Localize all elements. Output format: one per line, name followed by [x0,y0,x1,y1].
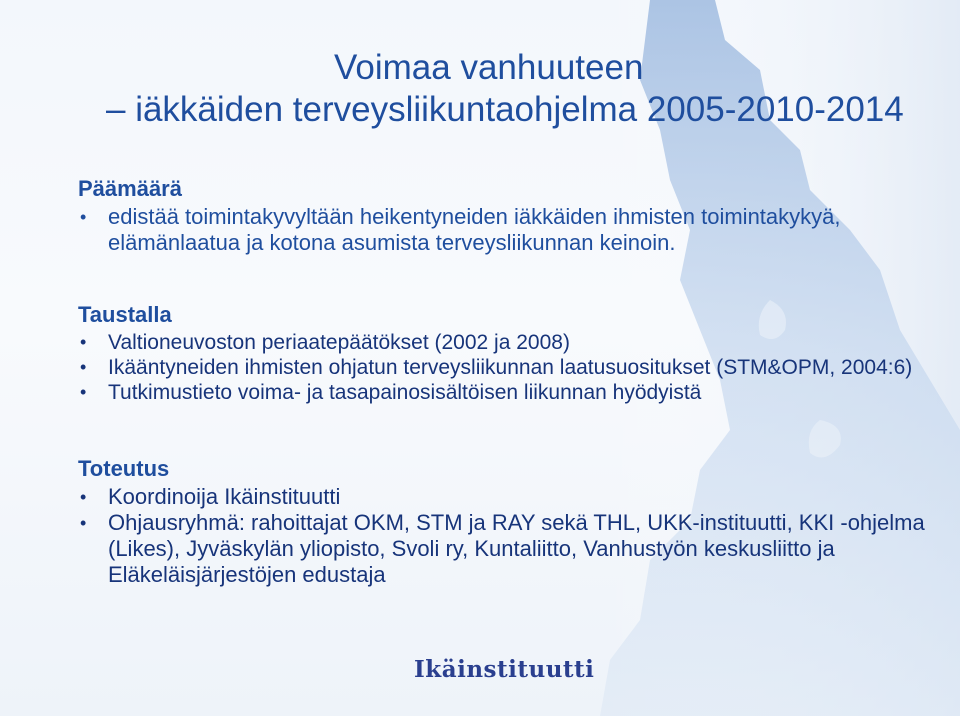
title-line-1: Voimaa vanhuuteen [334,48,644,87]
section-heading: Päämäärä [78,176,182,201]
bullet-icon: • [80,357,87,377]
list-item [78,380,938,405]
list-item-text: Ohjausryhmä: rahoittajat OKM, STM ja RAY sekä THL, UKK-instituutti, KKI -ohjelma (Likes), Jyväskylän yliopisto, Svoli ry, Kuntaliitto, Vanhustyön keskusliitto ja Eläkeläisjärjestöjen edustaja [108,510,925,587]
section-taustalla [78,302,938,405]
list-item [78,330,938,355]
list-item [78,484,938,510]
bullet-icon: • [80,332,87,352]
title-line-2: – iäkkäiden terveysliikuntaohjelma 2005-2010-2014 [106,90,904,129]
bullet-icon: • [80,382,87,402]
list-item-text: Koordinoija Ikäinstituutti [108,484,341,509]
ikainstituutti-logo: Ikäinstituutti [414,656,595,683]
bullet-icon: • [80,207,87,227]
section-heading: Taustalla [78,302,172,327]
list-item-text: Valtioneuvoston periaatepäätökset (2002 ja 2008) [108,331,570,354]
list-item-text: Ikääntyneiden ihmisten ohjatun terveysliikunnan laatusuositukset (STM&OPM, 2004:6) [108,356,913,379]
list-item-text: Tutkimustieto voima- ja tasapainosisältöisen liikunnan hyödyistä [108,381,702,404]
bullet-icon: • [80,487,87,507]
list-item-text: edistää toimintakyvyltään heikentyneiden iäkkäiden ihmisten toimintakykyä, elämänlaatua ja kotona asumista terveysliikunnan keinoin. [108,204,841,255]
bullet-icon: • [80,513,87,533]
list-item [78,355,938,380]
list-item [78,204,938,256]
section-paamaara [78,176,938,256]
section-heading: Toteutus [78,456,170,481]
section-toteutus [78,456,938,588]
list-item [78,510,938,588]
